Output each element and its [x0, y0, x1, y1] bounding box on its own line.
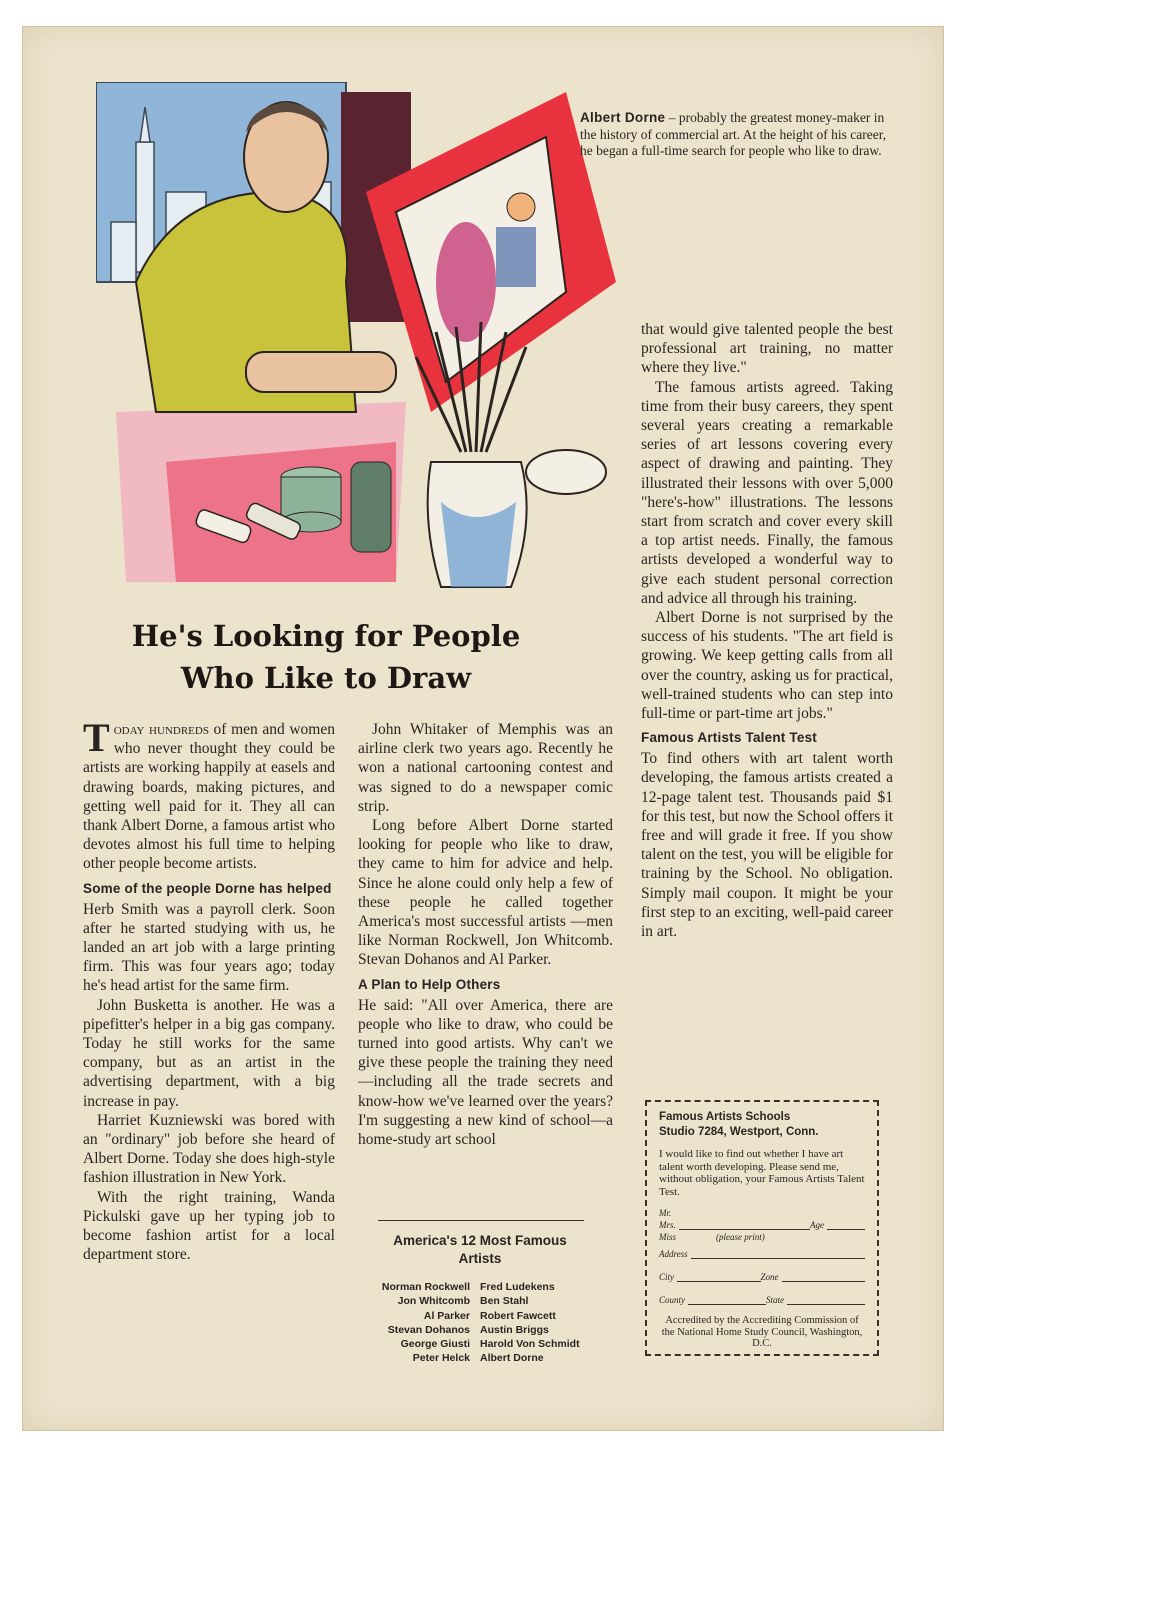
name-field[interactable] [679, 1219, 810, 1230]
paragraph: Long before Albert Dorne started looking for people who like to draw, they came to him for advice and help. Since he alone could only help a few of these people he called together America's most successful artists —men like Norman Rockwell, Jon Whitcomb. Stevan Dohanos and Al Parker. [358, 817, 613, 969]
county-field[interactable] [688, 1294, 766, 1305]
accreditation-note: Accredited by the Accrediting Commission of the National Home Study Council, Washington, D.C. [661, 1315, 863, 1349]
paragraph: He said: "All over America, there are people who like to draw, who could be turned into good artists. Why can't we give these people the training they need—including all the trade secrets and know-how we've learned over the years? I'm suggesting a new kind of school—a home-study art school [358, 996, 613, 1149]
artist-row: Al Parker Robert Fawcett [423, 1309, 556, 1322]
subheading-dorne-helped: Some of the people Dorne has helped [83, 880, 332, 896]
paragraph: The famous artists agreed. Taking time from their busy careers, they spent several years creating a remarkable series of art lessons covering every aspect of drawing and painting. They illustrated their lessons with over 5,000 "here's-how" illustrations. The lessons start from scratch and cover every skill a top artist needs. Finally, the famous artists developed a wonderful way to give each student personal correction and advice all through his training. [641, 378, 893, 607]
headline-line-2: Who Like to Draw [180, 661, 472, 695]
article-column-3 [641, 320, 893, 941]
address-field[interactable] [691, 1248, 865, 1259]
coupon-body: I would like to find out whether I have art talent worth developing. Please send me, without obligation, your Famous Artists Talent Test. [659, 1148, 865, 1198]
paragraph: With the right training, Wanda Pickulski gave up her typing job to become fashion artist for a local department store. [83, 1188, 335, 1264]
paragraph: John Whitaker of Memphis was an airline clerk two years ago. Recently he won a national cartooning contest and was signed to do a newspaper comic strip. [358, 721, 613, 815]
famous-artists-title: America's 12 Most Famous Artists [393, 1233, 567, 1266]
city-field[interactable] [677, 1271, 761, 1282]
paragraph: that would give talented people the best professional art training, no matter where they live." [641, 321, 893, 377]
artist-row: Stevan Dohanos Austin Briggs [387, 1323, 549, 1336]
paragraph: Harriet Kuzniewski was bored with an "ordinary" job before she heard of Albert Dorne. Today she does high-style fashion illustration in New York. [83, 1111, 335, 1187]
drop-cap: T [83, 715, 110, 760]
coupon-address: Studio 7284, Westport, Conn. [659, 1126, 819, 1138]
headline [96, 615, 556, 699]
divider [378, 1220, 584, 1221]
coupon-title: Famous Artists Schools [659, 1111, 791, 1123]
famous-artists-list [350, 1280, 618, 1366]
state-field[interactable] [787, 1294, 865, 1305]
mail-coupon[interactable]: Famous Artists Schools Studio 7284, Westport, Conn. I would like to find out whether I have art talent worth developing. Please send me, without obligation, your Famous Artists Talent Test. Mr. Mrs. Age Miss (please print) Address City Zone County State Accredited by the Accrediting Commission of the National Home Study Council, Washington, D.C. [645, 1100, 879, 1356]
age-field[interactable] [827, 1219, 865, 1230]
albert-dorne-painting-illustration [96, 82, 626, 597]
artist-row: Peter Helck Albert Dorne [412, 1352, 544, 1365]
artist-row: Jon Whitcomb Ben Stahl [397, 1295, 529, 1308]
headline-line-1: He's Looking for People [131, 619, 521, 653]
article-column-2 [358, 720, 613, 1149]
artist-row: Norman Rockwell Fred Ludekens [381, 1281, 555, 1293]
subheading-talent-test: Famous Artists Talent Test [641, 730, 817, 746]
paragraph: Albert Dorne is not surprised by the success of his students. "The art field is growing. We keep getting calls from all over the country, asking us for practical, well-trained students who can step into full-time or part-time art jobs." [641, 609, 893, 723]
paragraph: Herb Smith was a payroll clerk. Soon after he started studying with us, he landed an art job with a large printing firm. This was four years ago; today he's head artist for the same firm. [83, 900, 335, 995]
paragraph: To find others with art talent worth developing, the famous artists created a 12-page talent test. Thousands paid $1 for this test, but now the School offers it free and will grade it free. If you show talent on the test, you will be eligible for training by the School. No obligation. Simply mail coupon. It might be your first step to an exciting, well-paid career in art. [641, 750, 893, 941]
artist-row: George Giusti Harold Von Schmidt [400, 1338, 580, 1351]
zone-field[interactable] [782, 1271, 866, 1282]
paragraph: John Busketta is another. He was a pipefitter's helper in a big gas company. Today he still works for the same company, but as an artist in the advertising department, with a big increase in pay. [83, 996, 335, 1110]
illustration-caption: Albert Dorne – probably the greatest money-maker in the history of commercial art. At the height of his career, he began a full-time search for people who like to draw. [580, 110, 887, 158]
article-column-1: Today hundreds of men and women who never thought they could be artists are working happily at easels and drawing boards, making pictures, and getting well paid for it. They all can thank Albert Dorne, a famous artist who devotes almost his full time to helping other people become artists. Some of the people Dorne has helped Herb Smith was a payroll clerk. Soon after he started studying with us, he landed an art job with a large printing firm. This was four years ago; today he's head artist for the same firm. John Busketta is another. He was a pipefitter's helper in a big gas company. Today he still works for the same company, but as an artist in the advertising department, with a big increase in pay. Harriet Kuzniewski was bored with an "ordinary" job before she heard of Albert Dorne. Today she does high-style fashion illustration in New York. With the right training, Wanda Pickulski gave up her typing job to become fashion artist for a local department store. [83, 715, 335, 1264]
subheading-plan: A Plan to Help Others [358, 976, 501, 992]
